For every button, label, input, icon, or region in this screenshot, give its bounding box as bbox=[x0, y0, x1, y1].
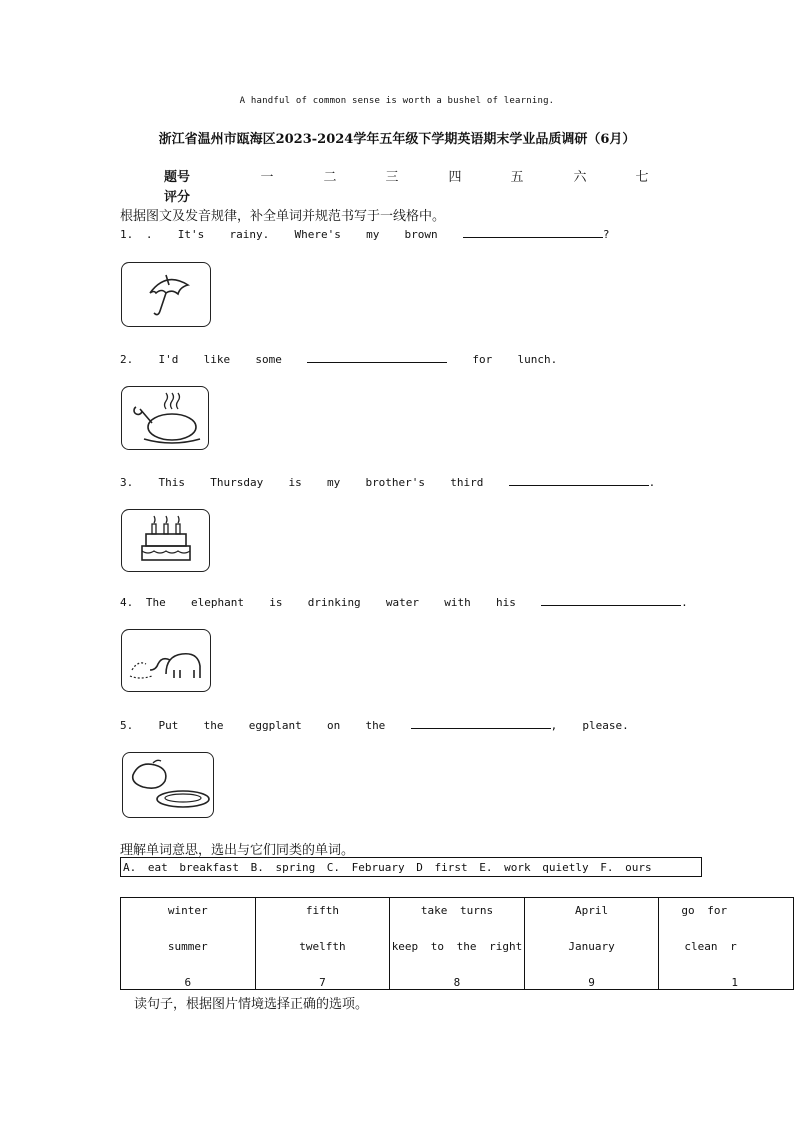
cell-word: keep to the right bbox=[391, 940, 523, 953]
score-label-score: 评分 bbox=[164, 190, 191, 205]
question-number: 5. bbox=[120, 719, 134, 732]
cell-number[interactable]: 1 bbox=[731, 976, 738, 989]
cell-number[interactable]: 7 bbox=[319, 976, 326, 989]
answer-blank[interactable] bbox=[541, 595, 681, 606]
score-number: 六 bbox=[573, 170, 587, 185]
cell-word: twelfth bbox=[299, 940, 346, 953]
cell-word: summer bbox=[167, 940, 208, 953]
word-options-box: A. eat breakfast B. spring C. February D first E. work quietly F. ours bbox=[120, 857, 702, 877]
question-text-before: Put the eggplant on the bbox=[158, 719, 386, 732]
cell-word: take turns bbox=[420, 904, 494, 917]
question-5 bbox=[120, 718, 629, 732]
score-label-question: 题号 bbox=[164, 170, 191, 185]
question-2 bbox=[120, 352, 557, 366]
birthday-cake-icon bbox=[121, 509, 210, 572]
question-3 bbox=[120, 475, 655, 489]
score-number: 五 bbox=[510, 170, 524, 185]
cell-word: April bbox=[575, 904, 609, 917]
score-number: 七 bbox=[635, 170, 649, 185]
question-text-before: The elephant is drinking water with his bbox=[145, 596, 516, 609]
page-title: 浙江省温州市瓯海区2023-2024学年五年级下学期英语期末学业品质调研（6月） bbox=[158, 132, 636, 147]
score-number: 三 bbox=[385, 170, 399, 185]
question-number: 1. . bbox=[120, 228, 153, 241]
table-cell bbox=[255, 898, 390, 990]
question-text-after: . bbox=[648, 476, 656, 489]
cell-number[interactable]: 6 bbox=[184, 976, 192, 989]
question-text-after: , please. bbox=[550, 719, 629, 732]
answer-blank[interactable] bbox=[509, 475, 649, 486]
answer-blank[interactable] bbox=[463, 227, 603, 238]
page-motto: A handful of common sense is worth a bushel of learning. bbox=[239, 96, 555, 106]
umbrella-icon bbox=[121, 262, 211, 327]
section3-instruction: 读句子，根据图片情境选择正确的选项。 bbox=[134, 997, 369, 1012]
classification-table bbox=[120, 897, 794, 993]
question-number: 4. bbox=[120, 596, 134, 609]
score-table bbox=[164, 166, 664, 206]
table-cell bbox=[524, 898, 659, 990]
cell-number[interactable]: 9 bbox=[588, 976, 595, 989]
cell-word: go for bbox=[681, 904, 728, 917]
question-text-after: for lunch. bbox=[472, 353, 558, 366]
table-cell bbox=[390, 898, 525, 990]
question-number: 3. bbox=[120, 476, 134, 489]
score-number: 一 bbox=[260, 170, 274, 185]
table-cell bbox=[659, 898, 794, 990]
question-number: 2. bbox=[120, 353, 134, 366]
question-text-after: . bbox=[681, 596, 688, 609]
question-4 bbox=[120, 595, 688, 609]
score-number: 四 bbox=[448, 170, 462, 185]
question-text-after: ? bbox=[602, 228, 610, 241]
answer-blank[interactable] bbox=[411, 718, 551, 729]
cell-word: winter bbox=[167, 904, 208, 917]
score-number: 二 bbox=[323, 170, 337, 185]
cell-word: fifth bbox=[305, 904, 339, 917]
table-cell bbox=[121, 898, 256, 990]
cell-word: clean r bbox=[684, 940, 737, 953]
cell-word: January bbox=[568, 940, 615, 953]
section2-instruction: 理解单词意思，选出与它们同类的单词。 bbox=[120, 843, 355, 858]
question-text-before: I'd like some bbox=[158, 353, 282, 366]
answer-blank[interactable] bbox=[307, 352, 447, 363]
section1-instruction: 根据图文及发音规律，补全单词并规范书写于一线格中。 bbox=[120, 209, 446, 224]
roast-chicken-icon bbox=[121, 386, 209, 450]
question-1 bbox=[120, 227, 610, 241]
elephant-icon bbox=[121, 629, 211, 692]
eggplant-plate-icon bbox=[122, 752, 214, 818]
cell-number[interactable]: 8 bbox=[453, 976, 461, 989]
question-text-before: It's rainy. Where's my brown bbox=[177, 228, 438, 241]
question-text-before: This Thursday is my brother's third bbox=[158, 476, 484, 489]
